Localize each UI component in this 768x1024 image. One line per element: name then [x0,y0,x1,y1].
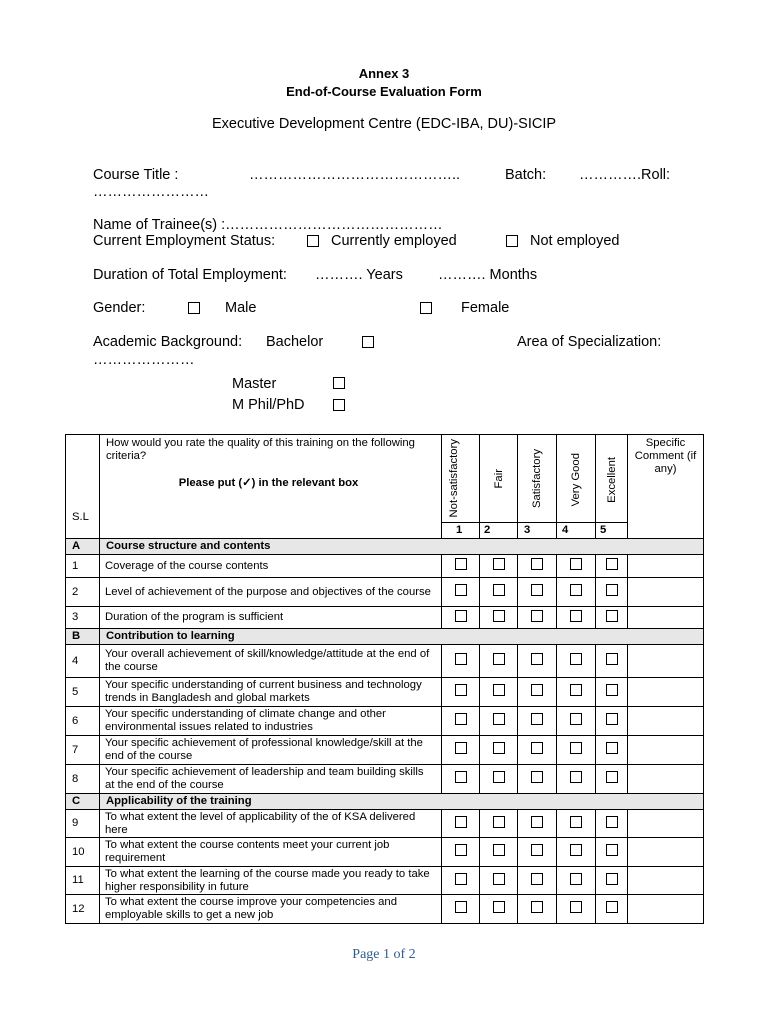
rating-checkbox[interactable] [570,901,582,913]
rating-checkbox[interactable] [493,901,505,913]
currently-employed-label: Currently employed [331,233,457,249]
criterion-text: Coverage of the course contents [100,555,442,578]
rating-header-1 [442,435,480,523]
rating-cell [557,810,596,838]
rating-checkbox[interactable] [606,901,618,913]
comment-cell[interactable] [628,736,704,765]
comment-cell[interactable] [628,838,704,867]
section-code: C [66,794,100,810]
rating-cell [596,645,628,678]
rating-cell [596,607,628,629]
rating-cell [518,895,557,924]
years-field[interactable]: ………. Years [315,267,403,283]
rating-checkbox[interactable] [493,844,505,856]
rating-cell [557,578,596,607]
master-label: Master [232,376,277,392]
comment-cell[interactable] [628,607,704,629]
rating-cell [596,765,628,794]
rating-cell [518,707,557,736]
criterion-number: 9 [66,810,100,838]
section-code: A [66,539,100,555]
rating-checkbox[interactable] [455,816,467,828]
rating-checkbox[interactable] [570,816,582,828]
page-number: Page 1 of 2 [352,947,416,962]
section-row [66,794,704,810]
criterion-text: Your specific understanding of climate change and other environmental issues related to industries [100,707,442,736]
batch-label: Batch: [505,167,547,183]
form-title: End-of-Course Evaluation Form [286,84,482,99]
institute-name: Executive Development Centre (EDC-IBA, DU)-SICIP [211,116,557,132]
rating-checkbox[interactable] [455,684,467,696]
rating-cell [480,867,518,895]
rating-cell [518,838,557,867]
rating-label: Fair [492,469,505,489]
rating-checkbox[interactable] [606,713,618,725]
rating-cell [442,678,480,707]
criterion-row [66,736,704,765]
course-title-field[interactable]: …………………………………….. [249,167,461,183]
rating-checkbox[interactable] [570,584,582,596]
rating-cell [442,895,480,924]
criterion-text: Duration of the program is sufficient [100,607,442,629]
rating-cell [518,678,557,707]
rating-cell [480,810,518,838]
rating-cell [442,810,480,838]
rating-cell [518,555,557,578]
rating-cell [442,607,480,629]
rating-cell [557,765,596,794]
rating-checkbox[interactable] [493,771,505,783]
rating-header-2 [480,435,518,523]
rating-checkbox[interactable] [455,742,467,754]
criterion-row [66,578,704,607]
rating-checkbox[interactable] [531,816,543,828]
rating-checkbox[interactable] [606,610,618,622]
criterion-number: 1 [66,555,100,578]
rating-checkbox[interactable] [606,653,618,665]
comment-cell[interactable] [628,678,704,707]
question-header [100,435,442,539]
criterion-number: 3 [66,607,100,629]
criterion-text: To what extent the level of applicability of the of KSA delivered here [100,810,442,838]
rating-checkbox[interactable] [493,684,505,696]
comment-cell[interactable] [628,645,704,678]
specialization-label: Area of Specialization: [517,334,662,350]
rating-cell [518,867,557,895]
rating-checkbox[interactable] [570,713,582,725]
rating-checkbox[interactable] [570,844,582,856]
rating-number: 2 [480,523,518,539]
rating-number: 1 [442,523,480,539]
section-row [66,539,704,555]
batch-field[interactable]: ………….Roll: [579,167,671,183]
section-title: Contribution to learning [100,629,704,645]
comment-header: Specific Comment (if any) [628,435,704,539]
section-row [66,629,704,645]
rating-cell [557,678,596,707]
criterion-number: 12 [66,895,100,924]
rating-checkbox[interactable] [493,584,505,596]
rating-question: How would you rate the quality of this training on the following criteria? [106,437,415,462]
rating-checkbox[interactable] [570,653,582,665]
criterion-number: 7 [66,736,100,765]
rating-label: Excellent [605,457,618,503]
rating-checkbox[interactable] [531,684,543,696]
roll-field[interactable]: …………………… [93,184,209,200]
trainee-name-field[interactable]: Name of Trainee(s) :……………………………………… [93,217,443,233]
comment-cell[interactable] [628,867,704,895]
rating-cell [442,867,480,895]
rating-header-4 [557,435,596,523]
criterion-text: Your specific understanding of current business and technology trends in Bangladesh and global markets [100,678,442,707]
employment-status-label: Current Employment Status: [93,233,276,249]
rating-cell [442,838,480,867]
criterion-number: 2 [66,578,100,607]
rating-cell [480,678,518,707]
criterion-row [66,838,704,867]
rating-header-5 [596,435,628,523]
rating-cell [557,736,596,765]
rating-cell [596,707,628,736]
rating-checkbox[interactable] [531,610,543,622]
rating-label: Not-satisfactory [447,439,460,518]
rating-cell [480,607,518,629]
rating-cell [557,895,596,924]
criterion-text: Your specific achievement of leadership and team building skills at the end of the course [100,765,442,794]
comment-cell[interactable] [628,765,704,794]
rating-checkbox[interactable] [493,873,505,885]
rating-cell [518,645,557,678]
rating-cell [518,765,557,794]
rating-checkbox[interactable] [455,873,467,885]
rating-checkbox[interactable] [455,610,467,622]
section-title: Applicability of the training [100,794,704,810]
gender-label: Gender: [93,300,146,316]
comment-cell[interactable] [628,810,704,838]
rating-cell [557,838,596,867]
rating-cell [480,555,518,578]
rating-cell [518,607,557,629]
rating-header-3 [518,435,557,523]
not-employed-checkbox[interactable] [506,235,518,247]
rating-cell [596,838,628,867]
rating-cell [442,645,480,678]
rating-cell [480,895,518,924]
criterion-number: 6 [66,707,100,736]
rating-cell [596,867,628,895]
duration-label: Duration of Total Employment: [93,267,287,283]
rating-cell [596,678,628,707]
criterion-text: To what extent the course improve your competencies and employable skills to get a new job [100,895,442,924]
rating-checkbox[interactable] [531,584,543,596]
criterion-number: 11 [66,867,100,895]
months-field[interactable]: ………. Months [438,267,538,283]
rating-checkbox[interactable] [606,684,618,696]
mphil-label: M Phil/PhD [232,397,305,413]
criterion-text: To what extent the course contents meet your current job requirement [100,838,442,867]
criterion-number: 4 [66,645,100,678]
rating-checkbox[interactable] [606,873,618,885]
rating-cell [442,707,480,736]
rating-cell [480,765,518,794]
specialization-field[interactable]: ………………… [93,352,195,368]
section-code: B [66,629,100,645]
rating-checkbox[interactable] [493,558,505,570]
rating-checkbox[interactable] [493,653,505,665]
rating-checkbox[interactable] [570,771,582,783]
rating-checkbox[interactable] [493,610,505,622]
rating-checkbox[interactable] [455,584,467,596]
criterion-row [66,895,704,924]
rating-cell [480,838,518,867]
criterion-number: 8 [66,765,100,794]
rating-cell [480,578,518,607]
criterion-row [66,810,704,838]
criterion-text: Level of achievement of the purpose and objectives of the course [100,578,442,607]
annex-label: Annex 3 [358,66,410,81]
comment-cell[interactable] [628,707,704,736]
criterion-number: 10 [66,838,100,867]
male-label: Male [225,300,257,316]
rating-checkbox[interactable] [493,742,505,754]
rating-label: Very Good [570,453,582,507]
criterion-row [66,765,704,794]
rating-checkbox[interactable] [570,558,582,570]
sl-header: S.L [66,435,100,539]
rating-checkbox[interactable] [531,901,543,913]
mphil-checkbox[interactable] [333,399,345,411]
rating-instruction: Please put (✓) in the relevant box [178,477,359,489]
rating-checkbox[interactable] [531,873,543,885]
rating-checkbox[interactable] [531,558,543,570]
comment-cell[interactable] [628,555,704,578]
criterion-text: Your specific achievement of professional knowledge/skill at the end of the course [100,736,442,765]
rating-cell [442,555,480,578]
rating-checkbox[interactable] [606,584,618,596]
master-checkbox[interactable] [333,377,345,389]
rating-checkbox[interactable] [570,610,582,622]
rating-checkbox[interactable] [606,771,618,783]
rating-cell [518,736,557,765]
rating-checkbox[interactable] [455,558,467,570]
criterion-row [66,867,704,895]
academic-background-label: Academic Background: [93,334,243,350]
rating-checkbox[interactable] [493,713,505,725]
rating-number: 3 [518,523,557,539]
rating-cell [480,736,518,765]
criterion-text: To what extent the learning of the course made you ready to take higher responsibility in future [100,867,442,895]
rating-checkbox[interactable] [606,558,618,570]
rating-checkbox[interactable] [493,816,505,828]
rating-cell [480,707,518,736]
section-title: Course structure and contents [100,539,704,555]
rating-cell [518,810,557,838]
rating-label: Satisfactory [531,449,543,509]
rating-checkbox[interactable] [531,653,543,665]
rating-checkbox[interactable] [531,713,543,725]
bachelor-checkbox[interactable] [362,336,374,348]
rating-cell [518,578,557,607]
rating-checkbox[interactable] [455,713,467,725]
female-checkbox[interactable] [420,302,432,314]
bachelor-label: Bachelor [266,334,324,350]
criterion-row [66,645,704,678]
rating-cell [596,578,628,607]
criterion-text: Your overall achievement of skill/knowledge/attitude at the end of the course [100,645,442,678]
rating-checkbox[interactable] [455,771,467,783]
rating-checkbox[interactable] [606,844,618,856]
criterion-row [66,678,704,707]
rating-cell [557,555,596,578]
rating-checkbox[interactable] [531,771,543,783]
rating-cell [557,607,596,629]
rating-cell [480,645,518,678]
not-employed-label: Not employed [530,233,620,249]
criterion-row [66,707,704,736]
comment-cell[interactable] [628,578,704,607]
rating-cell [596,736,628,765]
rating-cell [442,736,480,765]
rating-cell [557,707,596,736]
rating-checkbox[interactable] [570,684,582,696]
rating-number: 4 [557,523,596,539]
currently-employed-checkbox[interactable] [307,235,319,247]
criterion-row [66,555,704,578]
male-checkbox[interactable] [188,302,200,314]
evaluation-table [65,434,704,924]
table-header-row [66,435,704,523]
rating-cell [596,555,628,578]
rating-checkbox[interactable] [455,901,467,913]
rating-checkbox[interactable] [455,844,467,856]
criterion-number: 5 [66,678,100,707]
comment-cell[interactable] [628,895,704,924]
rating-checkbox[interactable] [455,653,467,665]
rating-checkbox[interactable] [606,742,618,754]
rating-checkbox[interactable] [531,844,543,856]
rating-cell [596,810,628,838]
female-label: Female [461,300,510,316]
criterion-row [66,607,704,629]
rating-cell [442,765,480,794]
rating-number: 5 [596,523,628,539]
rating-cell [442,578,480,607]
rating-cell [596,895,628,924]
rating-checkbox[interactable] [570,873,582,885]
rating-cell [557,867,596,895]
rating-checkbox[interactable] [531,742,543,754]
rating-checkbox[interactable] [570,742,582,754]
rating-checkbox[interactable] [606,816,618,828]
rating-cell [557,645,596,678]
course-title-label: Course Title : [93,167,179,183]
